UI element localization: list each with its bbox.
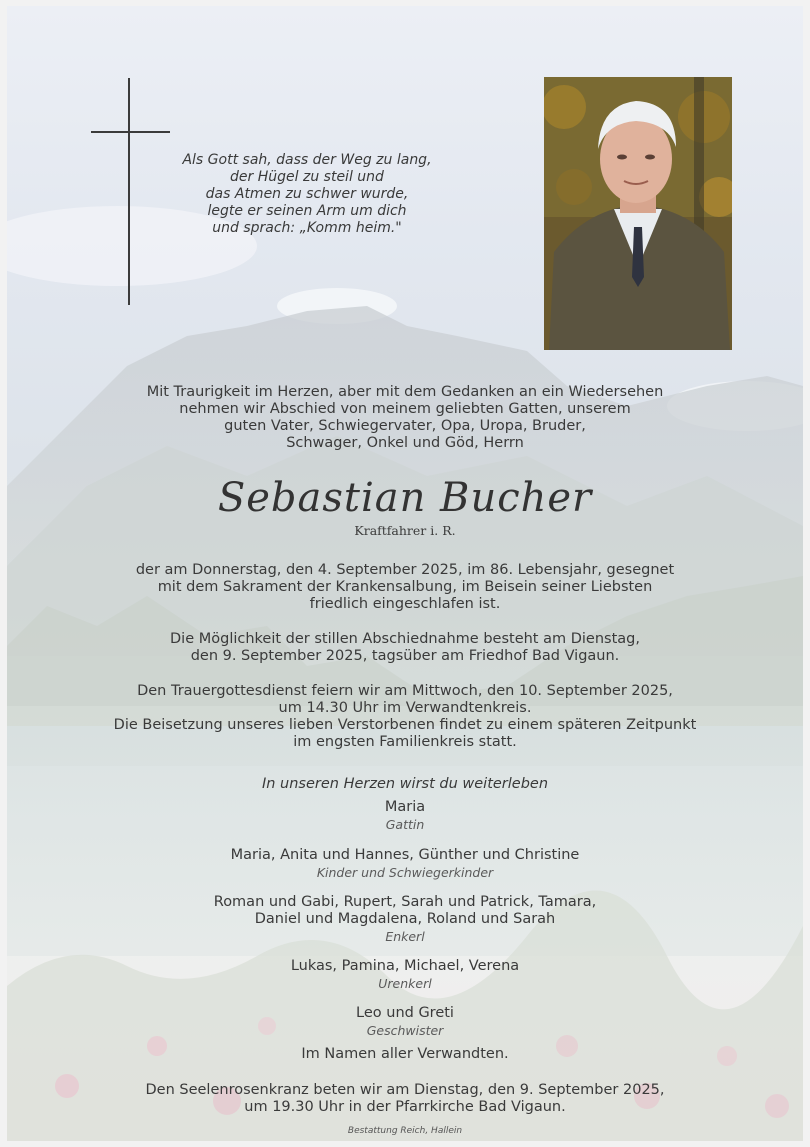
mourner-role: Urenkerl xyxy=(378,976,432,991)
funeral-home-credit: Bestattung Reich, Hallein xyxy=(347,1126,463,1136)
service-line: Die Beisetzung unseres lieben Verstorbenen findet zu einem späteren Zeitpunkt xyxy=(113,717,697,733)
mourner-names: Roman und Gabi, Rupert, Sarah und Patrick, Tamara, xyxy=(213,894,597,910)
mourner-names: Leo und Greti xyxy=(356,1005,454,1021)
poem-line: das Atmen zu schwer wurde, xyxy=(205,186,409,202)
death-notice-line: mit dem Sakrament der Krankensalbung, im Beisein seiner Liebsten xyxy=(157,579,653,595)
relatives-line: Im Namen aller Verwandten. xyxy=(301,1046,509,1062)
viewing-info xyxy=(7,631,803,665)
rosary-info xyxy=(7,1082,803,1116)
death-notice-line: friedlich eingeschlafen ist. xyxy=(309,596,501,612)
viewing-line: den 9. September 2025, tagsüber am Friedhof Bad Vigaun. xyxy=(190,648,620,664)
mourner-names: Lukas, Pamina, Michael, Verena xyxy=(290,958,520,974)
service-line: im engsten Familienkreis statt. xyxy=(293,734,517,750)
service-info xyxy=(7,683,803,751)
intro-line: nehmen wir Abschied von meinem geliebten Gatten, unserem xyxy=(179,401,631,417)
rosary-line: um 19.30 Uhr in der Pfarrkirche Bad Vigaun. xyxy=(244,1099,566,1115)
intro-line: guten Vater, Schwiegervater, Opa, Uropa, Bruder, xyxy=(224,418,586,434)
mourner-role: Geschwister xyxy=(366,1023,444,1038)
mourner-role: Kinder und Schwiegerkinder xyxy=(316,865,494,880)
mourner-names: Daniel und Magdalena, Roland und Sarah xyxy=(254,911,556,927)
deceased-occupation: Kraftfahrer i. R. xyxy=(354,523,456,538)
mourner-group xyxy=(7,958,803,992)
mourner-names: Maria, Anita und Hannes, Günther und Christine xyxy=(230,847,580,863)
poem-line: der Hügel zu steil und xyxy=(230,169,384,185)
portrait-photo xyxy=(544,77,732,350)
mourner-names: Maria xyxy=(384,799,426,815)
obituary-card xyxy=(7,6,803,1141)
intro-text xyxy=(7,384,803,452)
mourner-role: Gattin xyxy=(385,817,425,832)
poem-line: Als Gott sah, dass der Weg zu lang, xyxy=(182,152,432,168)
service-line: Den Trauergottesdienst feiern wir am Mittwoch, den 10. September 2025, xyxy=(137,683,673,699)
mourner-group xyxy=(7,799,803,833)
intro-line: Schwager, Onkel und Göd, Herrn xyxy=(286,435,524,451)
deceased-name: Sebastian Bucher xyxy=(217,475,593,521)
viewing-line: Die Möglichkeit der stillen Abschiednahme besteht am Dienstag, xyxy=(170,631,640,647)
mourner-group xyxy=(7,847,803,881)
rosary-line: Den Seelenrosenkranz beten wir am Dienstag, den 9. September 2025, xyxy=(145,1082,665,1098)
death-notice-line: der am Donnerstag, den 4. September 2025, im 86. Lebensjahr, gesegnet xyxy=(135,562,675,578)
heart-line: In unseren Herzen wirst du weiterleben xyxy=(261,776,549,792)
poem xyxy=(137,152,477,237)
mourner-role: Enkerl xyxy=(385,929,425,944)
mourner-group xyxy=(7,894,803,945)
mourner-group xyxy=(7,1005,803,1039)
intro-line: Mit Traurigkeit im Herzen, aber mit dem Gedanken an ein Wiedersehen xyxy=(146,384,664,400)
service-line: um 14.30 Uhr im Verwandtenkreis. xyxy=(278,700,532,716)
poem-line: legte er seinen Arm um dich xyxy=(207,203,407,219)
death-notice xyxy=(7,562,803,613)
poem-line: und sprach: „Komm heim." xyxy=(212,220,402,236)
